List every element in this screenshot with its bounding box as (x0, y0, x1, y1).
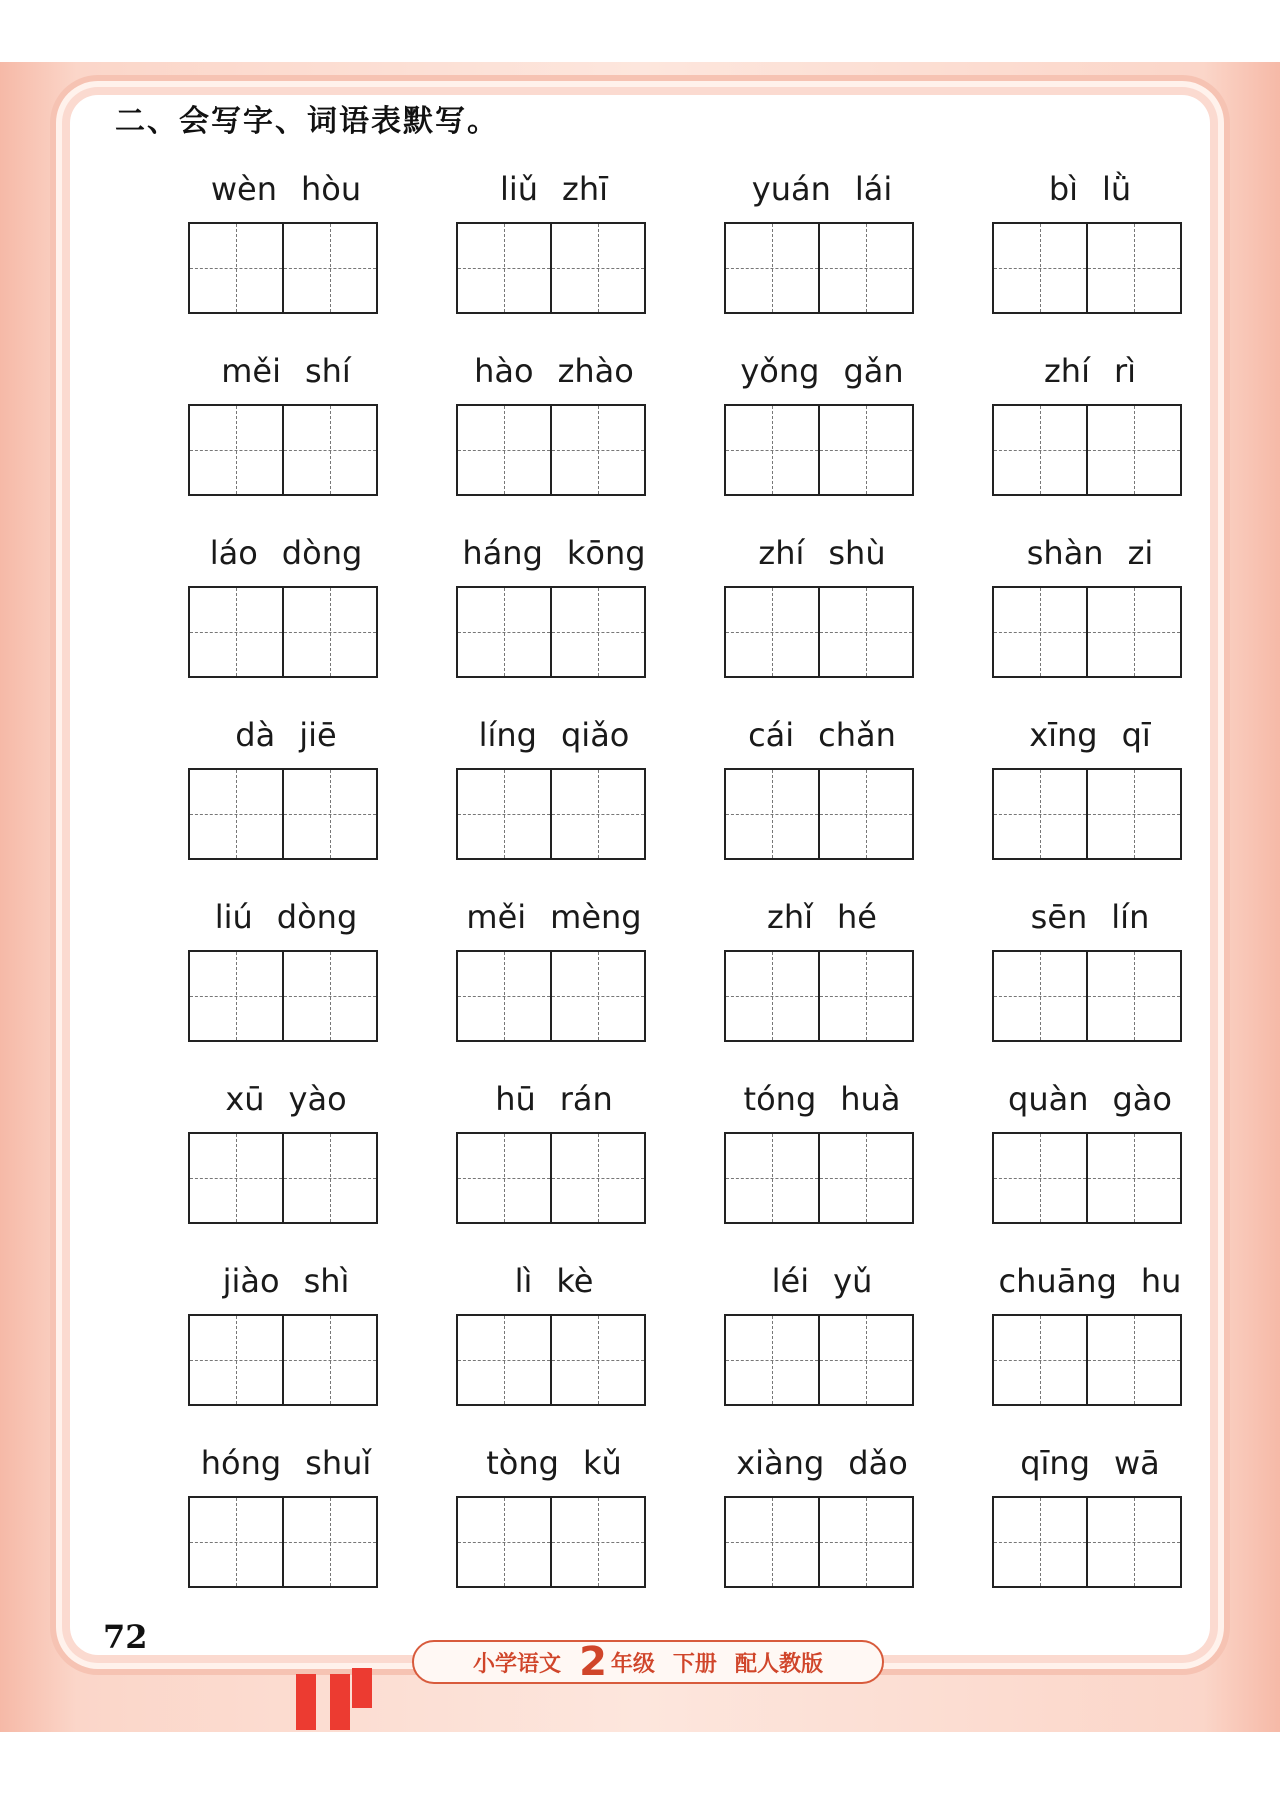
pinyin-syllable: jiào (222, 1262, 280, 1300)
pinyin-label (436, 166, 672, 212)
pinyin-syllable: mèng (550, 898, 642, 936)
word-cell (992, 706, 1188, 866)
tianzige-box[interactable] (726, 406, 818, 494)
tianzige-box[interactable] (1086, 1498, 1180, 1586)
pinyin-label (972, 530, 1208, 576)
pinyin-label (168, 1076, 404, 1122)
tianzige-box[interactable] (550, 406, 644, 494)
tianzige-box[interactable] (282, 1316, 376, 1404)
pinyin-label (704, 712, 940, 758)
pinyin-syllable: zi (1127, 534, 1154, 572)
pinyin-syllable: zhī (562, 170, 609, 208)
pinyin-label (436, 1076, 672, 1122)
tianzige-box[interactable] (282, 770, 376, 858)
tianzige-box[interactable] (550, 952, 644, 1040)
pinyin-syllable: kè (556, 1262, 594, 1300)
writing-boxes (188, 1132, 378, 1224)
pinyin-syllable: kǔ (582, 1444, 622, 1482)
pinyin-syllable: shàn (1026, 534, 1104, 572)
word-cell (456, 524, 652, 684)
word-cell (188, 706, 384, 866)
pinyin-syllable: léi (771, 1262, 810, 1300)
pinyin-syllable: hé (837, 898, 877, 936)
pinyin-syllable: yào (288, 1080, 347, 1118)
writing-boxes (188, 586, 378, 678)
tianzige-box[interactable] (190, 224, 282, 312)
word-cell (188, 524, 384, 684)
word-cell (992, 1434, 1188, 1594)
pinyin-syllable: tòng (486, 1444, 559, 1482)
pinyin-syllable: gào (1112, 1080, 1172, 1118)
writing-boxes (188, 222, 378, 314)
word-cell (724, 1070, 920, 1230)
pinyin-label (704, 166, 940, 212)
pinyin-syllable: lín (1111, 898, 1150, 936)
tianzige-box[interactable] (550, 1498, 644, 1586)
pinyin-syllable: xīng (1029, 716, 1098, 754)
pinyin-label (436, 894, 672, 940)
pinyin-syllable: liú (214, 898, 253, 936)
pinyin-label (436, 712, 672, 758)
decor-bar (352, 1668, 372, 1708)
pinyin-syllable: wā (1114, 1444, 1160, 1482)
footer-volume: 下册 (672, 1651, 717, 1677)
tianzige-box[interactable] (726, 770, 818, 858)
pinyin-label (972, 166, 1208, 212)
pinyin-label (168, 1440, 404, 1486)
pinyin-syllable: qī (1121, 716, 1151, 754)
pinyin-syllable: huà (840, 1080, 901, 1118)
word-cell (724, 1252, 920, 1412)
pinyin-label (168, 894, 404, 940)
tianzige-box[interactable] (458, 406, 550, 494)
pinyin-label (972, 1440, 1208, 1486)
tianzige-box[interactable] (818, 952, 912, 1040)
tianzige-box[interactable] (282, 406, 376, 494)
writing-boxes (456, 404, 646, 496)
pinyin-syllable: měi (221, 352, 281, 390)
pinyin-syllable: yǒng (740, 352, 820, 390)
pinyin-syllable: hu (1140, 1262, 1182, 1300)
tianzige-box[interactable] (550, 1316, 644, 1404)
pinyin-label (972, 894, 1208, 940)
word-cell (724, 160, 920, 320)
pinyin-syllable: bì (1048, 170, 1079, 208)
pinyin-syllable: yǔ (833, 1262, 873, 1300)
writing-boxes (992, 404, 1182, 496)
tianzige-box[interactable] (726, 1498, 818, 1586)
tianzige-box[interactable] (282, 588, 376, 676)
section-heading: 二、会写字、词语表默写。 (115, 104, 499, 139)
tianzige-box[interactable] (994, 588, 1086, 676)
tianzige-box[interactable] (994, 770, 1086, 858)
tianzige-box[interactable] (458, 1498, 550, 1586)
tianzige-box[interactable] (1086, 588, 1180, 676)
pinyin-syllable: hào (474, 352, 534, 390)
writing-boxes (456, 1132, 646, 1224)
tianzige-box[interactable] (994, 224, 1086, 312)
tianzige-box[interactable] (1086, 406, 1180, 494)
tianzige-box[interactable] (190, 952, 282, 1040)
word-cell (188, 888, 384, 1048)
footer-grade (579, 1639, 655, 1685)
word-cell (724, 706, 920, 866)
word-cell (456, 706, 652, 866)
footer-edition: 配人教版 (734, 1651, 823, 1677)
writing-boxes (456, 1314, 646, 1406)
writing-boxes (724, 768, 914, 860)
decor-bar (296, 1674, 316, 1730)
pinyin-syllable: shù (828, 534, 886, 572)
writing-boxes (456, 768, 646, 860)
tianzige-box[interactable] (458, 588, 550, 676)
pinyin-syllable: kōng (566, 534, 646, 572)
pinyin-syllable: xū (225, 1080, 265, 1118)
tianzige-box[interactable] (1086, 224, 1180, 312)
tianzige-box[interactable] (458, 1134, 550, 1222)
pinyin-syllable: yuán (751, 170, 831, 208)
tianzige-box[interactable] (818, 1316, 912, 1404)
tianzige-box[interactable] (726, 1134, 818, 1222)
pinyin-label (972, 1258, 1208, 1304)
word-cell (992, 1252, 1188, 1412)
writing-boxes (724, 586, 914, 678)
tianzige-box[interactable] (550, 224, 644, 312)
writing-boxes (992, 768, 1182, 860)
tianzige-box[interactable] (994, 1498, 1086, 1586)
word-cell (992, 888, 1188, 1048)
writing-boxes (992, 1314, 1182, 1406)
tianzige-box[interactable] (282, 1498, 376, 1586)
writing-boxes (724, 404, 914, 496)
pinyin-label (436, 1258, 672, 1304)
writing-boxes (188, 950, 378, 1042)
word-cell (188, 1070, 384, 1230)
writing-boxes (456, 586, 646, 678)
footer-grade-number: 2 (579, 1639, 607, 1685)
word-cell (188, 160, 384, 320)
tianzige-box[interactable] (994, 1134, 1086, 1222)
tianzige-box[interactable] (818, 770, 912, 858)
writing-boxes (724, 950, 914, 1042)
tianzige-box[interactable] (818, 588, 912, 676)
pinyin-label (704, 1440, 940, 1486)
writing-boxes (992, 222, 1182, 314)
tianzige-box[interactable] (818, 1498, 912, 1586)
tianzige-box[interactable] (726, 952, 818, 1040)
pinyin-syllable: měi (466, 898, 527, 936)
tianzige-box[interactable] (190, 1134, 282, 1222)
footer-subject: 小学语文 (473, 1651, 562, 1677)
writing-boxes (724, 222, 914, 314)
tianzige-box[interactable] (818, 1134, 912, 1222)
writing-boxes (456, 1496, 646, 1588)
tianzige-box[interactable] (1086, 1316, 1180, 1404)
footer-banner (412, 1640, 884, 1684)
word-cell (992, 160, 1188, 320)
pinyin-syllable: dà (235, 716, 276, 754)
tianzige-box[interactable] (550, 770, 644, 858)
pinyin-label (436, 1440, 672, 1486)
pinyin-syllable: lǜ (1102, 170, 1132, 208)
pinyin-syllable: chǎn (818, 716, 896, 754)
tianzige-box[interactable] (1086, 770, 1180, 858)
pinyin-syllable: láo (209, 534, 258, 572)
pinyin-syllable: sēn (1030, 898, 1088, 936)
tianzige-box[interactable] (726, 588, 818, 676)
writing-boxes (992, 1132, 1182, 1224)
pinyin-syllable: lì (514, 1262, 533, 1300)
tianzige-box[interactable] (994, 1316, 1086, 1404)
pinyin-syllable: xiàng (736, 1444, 825, 1482)
pinyin-syllable: dòng (281, 534, 363, 572)
writing-boxes (188, 1314, 378, 1406)
pinyin-syllable: quàn (1008, 1080, 1089, 1118)
tianzige-box[interactable] (282, 1134, 376, 1222)
writing-boxes (456, 950, 646, 1042)
pinyin-label (972, 1076, 1208, 1122)
pinyin-syllable: háng (462, 534, 543, 572)
word-cell (724, 888, 920, 1048)
word-cell (456, 1252, 652, 1412)
tianzige-box[interactable] (818, 406, 912, 494)
pinyin-label (168, 348, 404, 394)
pinyin-label (972, 348, 1208, 394)
pinyin-syllable: líng (478, 716, 537, 754)
writing-boxes (992, 1496, 1182, 1588)
word-cell (456, 1070, 652, 1230)
tianzige-box[interactable] (458, 224, 550, 312)
writing-boxes (188, 1496, 378, 1588)
pinyin-label (972, 712, 1208, 758)
pinyin-syllable: zhào (557, 352, 634, 390)
pinyin-syllable: rán (559, 1080, 613, 1118)
pinyin-label (704, 348, 940, 394)
pinyin-syllable: shí (304, 352, 351, 390)
tianzige-box[interactable] (458, 770, 550, 858)
tianzige-box[interactable] (1086, 1134, 1180, 1222)
word-cell (456, 888, 652, 1048)
word-cell (992, 342, 1188, 502)
pinyin-label (704, 530, 940, 576)
tianzige-box[interactable] (1086, 952, 1180, 1040)
page-number: 72 (103, 1618, 148, 1656)
tianzige-box[interactable] (726, 1316, 818, 1404)
pinyin-label (704, 894, 940, 940)
word-cell (456, 1434, 652, 1594)
pinyin-label (168, 712, 404, 758)
word-cell (724, 524, 920, 684)
tianzige-box[interactable] (190, 406, 282, 494)
pinyin-syllable: wèn (210, 170, 277, 208)
pinyin-syllable: cái (748, 716, 795, 754)
pinyin-label (436, 348, 672, 394)
pinyin-label (704, 1258, 940, 1304)
pinyin-syllable: jiē (299, 716, 337, 754)
pinyin-syllable: tóng (743, 1080, 817, 1118)
pinyin-label (168, 166, 404, 212)
tianzige-box[interactable] (458, 952, 550, 1040)
pinyin-label (436, 530, 672, 576)
footer-grade-label: 年级 (610, 1651, 655, 1677)
writing-boxes (188, 404, 378, 496)
word-cell (992, 1070, 1188, 1230)
tianzige-box[interactable] (282, 952, 376, 1040)
pinyin-syllable: hū (495, 1080, 536, 1118)
pinyin-syllable: zhí (758, 534, 805, 572)
pinyin-syllable: zhí (1043, 352, 1090, 390)
word-cell (188, 1434, 384, 1594)
word-cell (456, 160, 652, 320)
writing-boxes (992, 586, 1182, 678)
tianzige-box[interactable] (190, 588, 282, 676)
pinyin-label (704, 1076, 940, 1122)
tianzige-box[interactable] (190, 1498, 282, 1586)
tianzige-box[interactable] (550, 588, 644, 676)
tianzige-box[interactable] (818, 224, 912, 312)
decor-bar (330, 1674, 350, 1730)
tianzige-box[interactable] (458, 1316, 550, 1404)
pinyin-syllable: qīng (1020, 1444, 1090, 1482)
pinyin-syllable: rì (1113, 352, 1136, 390)
tianzige-box[interactable] (190, 1316, 282, 1404)
word-cell (188, 1252, 384, 1412)
tianzige-box[interactable] (994, 952, 1086, 1040)
writing-boxes (456, 222, 646, 314)
writing-boxes (992, 950, 1182, 1042)
pinyin-syllable: gǎn (843, 352, 904, 390)
word-cell (724, 1434, 920, 1594)
pinyin-syllable: liǔ (499, 170, 539, 208)
word-cell (188, 342, 384, 502)
tianzige-box[interactable] (726, 224, 818, 312)
writing-boxes (724, 1132, 914, 1224)
word-cell (724, 342, 920, 502)
pinyin-syllable: chuāng (998, 1262, 1117, 1300)
pinyin-syllable: zhǐ (767, 898, 813, 936)
pinyin-label (168, 530, 404, 576)
tianzige-box[interactable] (550, 1134, 644, 1222)
pinyin-syllable: dǎo (848, 1444, 908, 1482)
pinyin-syllable: dòng (276, 898, 358, 936)
pinyin-label (168, 1258, 404, 1304)
writing-boxes (724, 1314, 914, 1406)
writing-boxes (188, 768, 378, 860)
word-cell (456, 342, 652, 502)
pinyin-syllable: hóng (200, 1444, 282, 1482)
worksheet-sheet (70, 95, 1210, 1655)
word-cell (992, 524, 1188, 684)
pinyin-syllable: shì (303, 1262, 350, 1300)
tianzige-box[interactable] (282, 224, 376, 312)
pinyin-syllable: hòu (301, 170, 362, 208)
pinyin-syllable: lái (854, 170, 893, 208)
tianzige-box[interactable] (994, 406, 1086, 494)
tianzige-box[interactable] (190, 770, 282, 858)
writing-boxes (724, 1496, 914, 1588)
pinyin-syllable: shuǐ (305, 1444, 372, 1482)
pinyin-syllable: qiǎo (560, 716, 630, 754)
